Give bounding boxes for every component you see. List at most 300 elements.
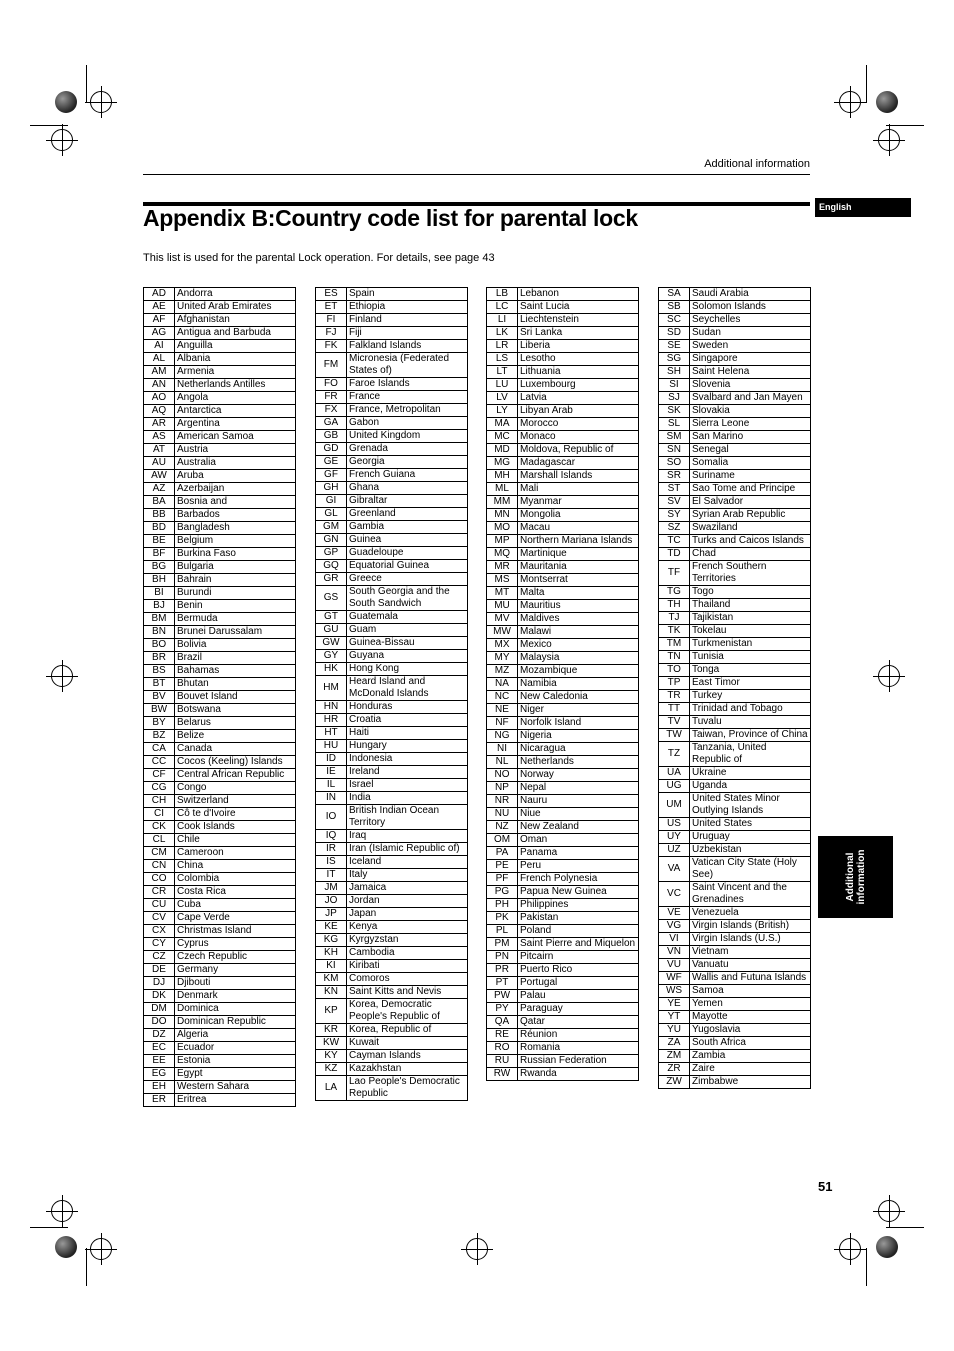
table-row xyxy=(144,340,295,353)
crop-mark xyxy=(86,65,87,103)
side-tab-line1: Additional xyxy=(844,852,856,902)
table-row xyxy=(487,444,638,457)
country-code: MT xyxy=(487,587,518,599)
country-name: Estonia xyxy=(177,1055,211,1066)
table-row xyxy=(659,483,810,496)
page-title: Appendix B:Country code list for parental lock xyxy=(143,205,638,231)
table-row xyxy=(659,638,810,651)
country-code: YU xyxy=(659,1024,690,1036)
table-row xyxy=(659,392,810,405)
table-row xyxy=(487,587,638,600)
country-name: Finland xyxy=(349,314,382,325)
table-row xyxy=(487,964,638,977)
table-row xyxy=(316,856,467,869)
country-code-column-1 xyxy=(143,287,296,1107)
country-code: ML xyxy=(487,483,518,495)
country-name: Gambia xyxy=(349,521,385,532)
table-row xyxy=(144,834,295,847)
country-name: Sierra Leone xyxy=(692,418,750,429)
country-code: GY xyxy=(316,650,347,662)
table-row xyxy=(144,366,295,379)
country-code: PW xyxy=(487,990,518,1002)
country-name: Saint Pierre and Miquelon xyxy=(520,938,636,949)
country-code: IN xyxy=(316,792,347,804)
country-code: SR xyxy=(659,470,690,482)
country-name: Norway xyxy=(520,769,554,780)
crop-mark xyxy=(886,1227,924,1228)
table-row xyxy=(144,1029,295,1042)
country-name: Mongolia xyxy=(520,509,561,520)
table-row xyxy=(487,470,638,483)
header-rule xyxy=(143,174,810,175)
table-row xyxy=(316,624,467,637)
table-row xyxy=(316,676,467,701)
country-code: SL xyxy=(659,418,690,430)
country-name: Poland xyxy=(520,925,552,936)
table-row xyxy=(659,586,810,599)
registration-mark-icon xyxy=(51,665,73,687)
country-code: MR xyxy=(487,561,518,573)
country-code: SK xyxy=(659,405,690,417)
table-row xyxy=(144,444,295,457)
country-name: Tokelau xyxy=(692,625,727,636)
table-row xyxy=(659,288,810,301)
country-code: NG xyxy=(487,730,518,742)
country-code: AQ xyxy=(144,405,175,417)
country-name: Belgium xyxy=(177,535,214,546)
country-code: PE xyxy=(487,860,518,872)
country-name: Zimbabwe xyxy=(692,1076,739,1087)
table-row xyxy=(316,547,467,560)
table-row xyxy=(659,690,810,703)
country-name: Croatia xyxy=(349,714,382,725)
country-code: IQ xyxy=(316,830,347,842)
country-code: LB xyxy=(487,288,518,300)
country-code: ST xyxy=(659,483,690,495)
registration-mark-icon xyxy=(878,665,900,687)
country-code: TK xyxy=(659,625,690,637)
country-name: Liberia xyxy=(520,340,551,351)
table-row xyxy=(659,703,810,716)
table-row xyxy=(316,378,467,391)
table-row xyxy=(316,830,467,843)
section-header: Additional information xyxy=(704,158,810,170)
country-code: CC xyxy=(144,756,175,768)
country-name: Turks and Caicos Islands xyxy=(692,535,804,546)
country-code: BT xyxy=(144,678,175,690)
table-row xyxy=(487,938,638,951)
table-row xyxy=(316,1063,467,1076)
table-row xyxy=(316,869,467,882)
country-code: BI xyxy=(144,587,175,599)
country-name: Japan xyxy=(349,908,377,919)
country-name: Tonga xyxy=(692,664,720,675)
table-row xyxy=(144,769,295,782)
country-code: PF xyxy=(487,873,518,885)
country-name: Cuba xyxy=(177,899,201,910)
country-name: Germany xyxy=(177,964,219,975)
table-row xyxy=(316,573,467,586)
country-code: PL xyxy=(487,925,518,937)
country-name: Moldova, Republic of xyxy=(520,444,614,455)
country-name: Lao People's Democratic Republic xyxy=(349,1076,460,1099)
table-row xyxy=(487,548,638,561)
country-name: Bosnia and xyxy=(177,496,228,507)
country-name: Marshall Islands xyxy=(520,470,593,481)
table-row xyxy=(316,404,467,417)
country-name: Nepal xyxy=(520,782,547,793)
country-name: Svalbard and Jan Mayen xyxy=(692,392,803,403)
country-code: BZ xyxy=(144,730,175,742)
country-name: Mauritania xyxy=(520,561,567,572)
country-code: KI xyxy=(316,960,347,972)
table-row xyxy=(144,938,295,951)
country-code: KN xyxy=(316,986,347,998)
table-row xyxy=(659,818,810,831)
country-code: EC xyxy=(144,1042,175,1054)
country-name: United States Minor Outlying Islands xyxy=(692,793,780,816)
country-code: GQ xyxy=(316,560,347,572)
table-row xyxy=(659,907,810,920)
country-code: KW xyxy=(316,1037,347,1049)
country-name: Togo xyxy=(692,586,714,597)
table-row xyxy=(659,444,810,457)
table-row xyxy=(144,626,295,639)
table-row xyxy=(144,496,295,509)
country-code: MA xyxy=(487,418,518,430)
country-name: Ukraine xyxy=(692,767,727,778)
country-code: FX xyxy=(316,404,347,416)
country-code: LY xyxy=(487,405,518,417)
table-row xyxy=(487,990,638,1003)
table-row xyxy=(316,805,467,830)
table-row xyxy=(659,314,810,327)
table-row xyxy=(487,1055,638,1068)
country-name: Rwanda xyxy=(520,1068,557,1079)
country-code: YT xyxy=(659,1011,690,1023)
table-row xyxy=(144,873,295,886)
country-code: JO xyxy=(316,895,347,907)
country-code: NR xyxy=(487,795,518,807)
table-row xyxy=(659,933,810,946)
country-name: Swaziland xyxy=(692,522,738,533)
country-name: Romania xyxy=(520,1042,561,1053)
country-code: RO xyxy=(487,1042,518,1054)
country-code: FM xyxy=(316,353,347,377)
country-name: Saint Lucia xyxy=(520,301,570,312)
country-name: Australia xyxy=(177,457,216,468)
country-code: MP xyxy=(487,535,518,547)
table-row xyxy=(487,860,638,873)
registration-mark-icon xyxy=(839,1238,861,1260)
country-name: Northern Mariana Islands xyxy=(520,535,633,546)
table-row xyxy=(144,301,295,314)
country-name: Guinea-Bissau xyxy=(349,637,415,648)
country-name: Afghanistan xyxy=(177,314,230,325)
table-row xyxy=(144,1003,295,1016)
country-name: French Polynesia xyxy=(520,873,598,884)
table-row xyxy=(487,1029,638,1042)
table-row xyxy=(144,990,295,1003)
table-row xyxy=(659,1037,810,1050)
table-row xyxy=(144,314,295,327)
country-code: AF xyxy=(144,314,175,326)
country-name: Mexico xyxy=(520,639,552,650)
country-name: British Indian Ocean Territory xyxy=(349,805,440,828)
table-row xyxy=(659,418,810,431)
table-row xyxy=(487,834,638,847)
country-code: CN xyxy=(144,860,175,872)
country-code: AW xyxy=(144,470,175,482)
table-row xyxy=(144,353,295,366)
country-name: Kyrgyzstan xyxy=(349,934,399,945)
country-name: Kazakhstan xyxy=(349,1063,402,1074)
country-code: KR xyxy=(316,1024,347,1036)
country-code: CI xyxy=(144,808,175,820)
country-code: MS xyxy=(487,574,518,586)
country-code: CL xyxy=(144,834,175,846)
country-code: TJ xyxy=(659,612,690,624)
country-code: TF xyxy=(659,561,690,585)
country-name: American Samoa xyxy=(177,431,254,442)
country-name: Morocco xyxy=(520,418,559,429)
table-row xyxy=(659,1011,810,1024)
country-code: MY xyxy=(487,652,518,664)
country-code: BH xyxy=(144,574,175,586)
country-code: MQ xyxy=(487,548,518,560)
table-row xyxy=(487,379,638,392)
country-code: FJ xyxy=(316,327,347,339)
country-code: IE xyxy=(316,766,347,778)
country-name: Brunei Darussalam xyxy=(177,626,263,637)
country-name: Antarctica xyxy=(177,405,222,416)
country-name: Lithuania xyxy=(520,366,561,377)
country-code: BV xyxy=(144,691,175,703)
table-row xyxy=(316,960,467,973)
table-row xyxy=(487,899,638,912)
country-code: TZ xyxy=(659,742,690,766)
country-name: Cape Verde xyxy=(177,912,230,923)
country-code: UZ xyxy=(659,844,690,856)
country-code: LT xyxy=(487,366,518,378)
country-name: Azerbaijan xyxy=(177,483,225,494)
country-code: VC xyxy=(659,882,690,906)
registration-mark-icon xyxy=(878,1200,900,1222)
country-name: Lesotho xyxy=(520,353,556,364)
country-code: CR xyxy=(144,886,175,898)
country-code: YE xyxy=(659,998,690,1010)
country-name: Mali xyxy=(520,483,539,494)
country-name: Comoros xyxy=(349,973,390,984)
country-code: NU xyxy=(487,808,518,820)
table-row xyxy=(144,964,295,977)
country-name: China xyxy=(177,860,204,871)
table-row xyxy=(144,1055,295,1068)
country-name: Réunion xyxy=(520,1029,558,1040)
country-code: HM xyxy=(316,676,347,700)
table-row xyxy=(659,405,810,418)
country-code: WS xyxy=(659,985,690,997)
country-code: BF xyxy=(144,548,175,560)
table-row xyxy=(144,1081,295,1094)
table-row xyxy=(144,925,295,938)
country-code: CM xyxy=(144,847,175,859)
table-row xyxy=(659,793,810,818)
country-name: Iraq xyxy=(349,830,367,841)
country-code: ER xyxy=(144,1094,175,1106)
country-code: KP xyxy=(316,999,347,1023)
table-row xyxy=(316,314,467,327)
country-name: Madagascar xyxy=(520,457,576,468)
country-code: QA xyxy=(487,1016,518,1028)
country-name: Micronesia (Federated States of) xyxy=(349,353,450,376)
country-code: LV xyxy=(487,392,518,404)
country-name: Oman xyxy=(520,834,548,845)
country-code: DO xyxy=(144,1016,175,1028)
language-tab: English xyxy=(815,198,911,217)
country-name: Slovenia xyxy=(692,379,731,390)
country-code: CV xyxy=(144,912,175,924)
country-name: Armenia xyxy=(177,366,215,377)
table-row xyxy=(659,677,810,690)
country-name: Slovakia xyxy=(692,405,730,416)
country-code: TP xyxy=(659,677,690,689)
country-name: Venezuela xyxy=(692,907,739,918)
country-code: BN xyxy=(144,626,175,638)
country-code: GF xyxy=(316,469,347,481)
color-bar-icon xyxy=(55,1236,77,1258)
country-code: GH xyxy=(316,482,347,494)
country-code: GI xyxy=(316,495,347,507)
country-name: New Caledonia xyxy=(520,691,588,702)
country-name: Heard Island and McDonald Islands xyxy=(349,676,429,699)
table-row xyxy=(316,740,467,753)
country-code: MC xyxy=(487,431,518,443)
country-name: South Africa xyxy=(692,1037,746,1048)
country-code: CG xyxy=(144,782,175,794)
country-code: GL xyxy=(316,508,347,520)
country-name: Philippines xyxy=(520,899,569,910)
country-name: East Timor xyxy=(692,677,740,688)
country-name: Monaco xyxy=(520,431,556,442)
country-name: Botswana xyxy=(177,704,221,715)
country-code: PR xyxy=(487,964,518,976)
crop-mark xyxy=(30,1227,68,1228)
country-name: Martinique xyxy=(520,548,567,559)
table-row xyxy=(316,508,467,521)
country-code: ZW xyxy=(659,1076,690,1088)
country-code: UG xyxy=(659,780,690,792)
table-row xyxy=(316,469,467,482)
country-name: United Arab Emirates xyxy=(177,301,272,312)
country-name: Falkland Islands xyxy=(349,340,422,351)
table-row xyxy=(487,977,638,990)
country-name: United States xyxy=(692,818,753,829)
country-name: Saint Helena xyxy=(692,366,750,377)
intro-text: This list is used for the parental Lock operation. For details, see page 43 xyxy=(143,252,495,264)
country-name: Zambia xyxy=(692,1050,726,1061)
country-code: MZ xyxy=(487,665,518,677)
country-name: Congo xyxy=(177,782,207,793)
country-code-column-4 xyxy=(658,287,811,1089)
country-code: LK xyxy=(487,327,518,339)
country-code: SE xyxy=(659,340,690,352)
table-row xyxy=(659,340,810,353)
country-name: Belize xyxy=(177,730,205,741)
country-code: CA xyxy=(144,743,175,755)
country-code: LC xyxy=(487,301,518,313)
country-code: KG xyxy=(316,934,347,946)
country-code: AM xyxy=(144,366,175,378)
country-code: TC xyxy=(659,535,690,547)
country-code-column-2 xyxy=(315,287,468,1101)
table-row xyxy=(316,727,467,740)
country-name: Turkey xyxy=(692,690,723,701)
country-name: Guyana xyxy=(349,650,385,661)
country-name: Cô te d'Ivoire xyxy=(177,808,236,819)
country-name: Wallis and Futuna Islands xyxy=(692,972,807,983)
country-name: Sao Tome and Principe xyxy=(692,483,796,494)
country-code: CU xyxy=(144,899,175,911)
country-name: Barbados xyxy=(177,509,220,520)
table-row xyxy=(316,663,467,676)
country-name: Guam xyxy=(349,624,377,635)
country-name: Qatar xyxy=(520,1016,546,1027)
table-row xyxy=(487,392,638,405)
table-row xyxy=(487,561,638,574)
country-name: New Zealand xyxy=(520,821,579,832)
table-row xyxy=(144,535,295,548)
table-row xyxy=(659,844,810,857)
table-row xyxy=(316,391,467,404)
country-code: RU xyxy=(487,1055,518,1067)
country-code: AU xyxy=(144,457,175,469)
table-row xyxy=(316,417,467,430)
country-name: Portugal xyxy=(520,977,558,988)
country-code: KZ xyxy=(316,1063,347,1075)
country-code: NA xyxy=(487,678,518,690)
country-code: PM xyxy=(487,938,518,950)
country-code: SO xyxy=(659,457,690,469)
registration-mark-icon xyxy=(878,129,900,151)
country-code: AL xyxy=(144,353,175,365)
country-name: Spain xyxy=(349,288,375,299)
table-row xyxy=(487,522,638,535)
country-name: Kuwait xyxy=(349,1037,380,1048)
country-name: Colombia xyxy=(177,873,220,884)
country-code: MO xyxy=(487,522,518,534)
table-row xyxy=(144,756,295,769)
country-code: ID xyxy=(316,753,347,765)
table-row xyxy=(487,925,638,938)
table-row xyxy=(144,639,295,652)
table-row xyxy=(659,780,810,793)
country-code: KH xyxy=(316,947,347,959)
table-row xyxy=(316,1024,467,1037)
table-row xyxy=(144,821,295,834)
country-name: Tuvalu xyxy=(692,716,722,727)
table-row xyxy=(316,611,467,624)
country-name: Malta xyxy=(520,587,545,598)
country-code: MG xyxy=(487,457,518,469)
table-row xyxy=(144,951,295,964)
country-code: PG xyxy=(487,886,518,898)
table-row xyxy=(316,882,467,895)
table-row xyxy=(659,1063,810,1076)
country-name: Equatorial Guinea xyxy=(349,560,430,571)
country-name: Andorra xyxy=(177,288,213,299)
table-row xyxy=(144,288,295,301)
